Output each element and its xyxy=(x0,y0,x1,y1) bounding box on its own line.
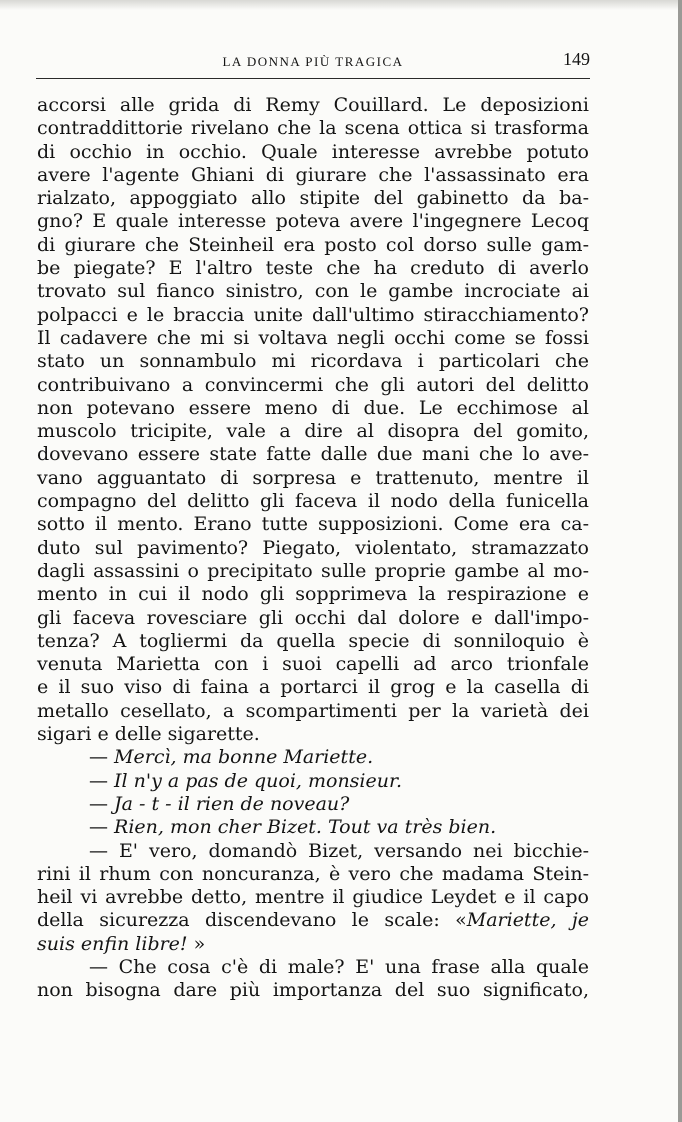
text-line: non potevano essere meno di due. Le ecchimose al xyxy=(37,396,589,419)
text-line: heil vi avrebbe detto, mentre il giudice Leydet e il capo xyxy=(37,886,589,909)
dialogue-text: Rien, mon cher Bizet. Tout va très bien. xyxy=(114,816,497,839)
quoted-text: suis enfin libre! xyxy=(37,932,188,955)
text-line: accorsi alle grida di Remy Couillard. Le deposizioni xyxy=(37,94,589,116)
text-run: » xyxy=(187,932,206,955)
text-line: di occhio in occhio. Quale interesse avrebbe potuto xyxy=(37,140,589,163)
text-line: compagno del delitto gli faceva il nodo della funicella xyxy=(37,490,589,513)
text-line: sigari e delle sigarette. xyxy=(37,723,260,746)
text-line: venuta Marietta con i suoi capelli ad arco trionfale xyxy=(37,653,589,676)
text-line: muscolo tricipite, vale a dire al disopra del gomito, xyxy=(37,420,589,443)
text-line xyxy=(37,909,589,932)
text-line: di giurare che Steinheil era posto col dorso sulle gam- xyxy=(37,233,589,256)
text-line: trovato sul fianco sinistro, con le gambe incrociate ai xyxy=(37,280,589,303)
text-line: gno? E quale interesse poteva avere l'ingegnere Lecoq xyxy=(37,210,589,233)
text-line: gli faceva rovesciare gli occhi dal dolore e dall'impo- xyxy=(37,606,589,629)
text-line: rialzato, appoggiato allo stipite del gabinetto da ba- xyxy=(37,187,589,210)
text-line: sotto il mento. Erano tutte supposizioni. Come era ca- xyxy=(37,513,589,536)
page-top-edge xyxy=(0,0,682,10)
dialogue-text: Il n'y a pas de quoi, monsieur. xyxy=(114,769,403,792)
text-line: be piegate? E l'altro teste che ha creduto di averlo xyxy=(37,257,589,280)
dialogue-dash: — xyxy=(89,816,108,839)
text-line: — Che cosa c'è di male? E' una frase alla quale xyxy=(89,955,589,978)
dialogue-dash: — xyxy=(89,792,108,815)
running-title: LA DONNA PIÙ TRAGICA xyxy=(222,54,404,69)
text-line: — E' vero, domandò Bizet, versando nei bicchie- xyxy=(89,839,589,862)
running-header xyxy=(36,48,590,79)
text-line: vano agguantato di sorpresa e trattenuto, mentre il xyxy=(37,466,589,489)
text-line: mento in cui il nodo gli sopprimeva la respirazione e xyxy=(37,583,589,606)
text-line: e il suo viso di faina a portarci il grog e la casella di xyxy=(37,676,589,699)
dialogue-line xyxy=(37,816,589,839)
page-right-edge xyxy=(678,0,682,1122)
text-line: polpacci e le braccia unite dall'ultimo stiracchiamento? xyxy=(37,303,589,326)
text-line: stato un sonnambulo mi ricordava i particolari che xyxy=(37,350,589,373)
text-run: della sicurezza discendevano le scale: « xyxy=(37,909,467,932)
text-line: rini il rhum con noncuranza, è vero che madama Stein- xyxy=(37,862,589,885)
text-line: non bisogna dare più importanza del suo significato, xyxy=(37,979,589,1002)
dialogue-line xyxy=(37,746,589,769)
dialogue-text: Mercì, ma bonne Mariette. xyxy=(114,746,374,769)
text-line: dagli assassini o precipitato sulle proprie gambe al mo- xyxy=(37,559,589,582)
text-line: Il cadavere che mi si voltava negli occhi come se fossi xyxy=(37,326,589,349)
dialogue-line xyxy=(37,793,589,816)
text-line: avere l'agente Ghiani di giurare che l'assassinato era xyxy=(37,163,589,186)
text-line: dovevano essere state fatte dalle due mani che lo ave- xyxy=(37,443,589,466)
text-line: tenza? A togliermi da quella specie di sonniloquio è xyxy=(37,629,589,652)
page-body xyxy=(37,94,589,1003)
dialogue-text: Ja - t - il rien de noveau? xyxy=(114,792,350,815)
text-line: contribuivano a convincermi che gli autori del delitto xyxy=(37,373,589,396)
quoted-text: Mariette, je xyxy=(466,909,589,932)
text-line: metallo cesellato, a scompartimenti per la varietà dei xyxy=(37,699,589,722)
dialogue-dash: — xyxy=(89,746,108,769)
text-line xyxy=(37,933,589,956)
text-line: contraddittorie rivelano che la scena ottica si trasforma xyxy=(37,117,589,140)
dialogue-dash: — xyxy=(89,769,108,792)
page-number: 149 xyxy=(563,49,590,69)
dialogue-line xyxy=(37,770,589,793)
text-line: duto sul pavimento? Piegato, violentato, stramazzato xyxy=(37,536,589,559)
